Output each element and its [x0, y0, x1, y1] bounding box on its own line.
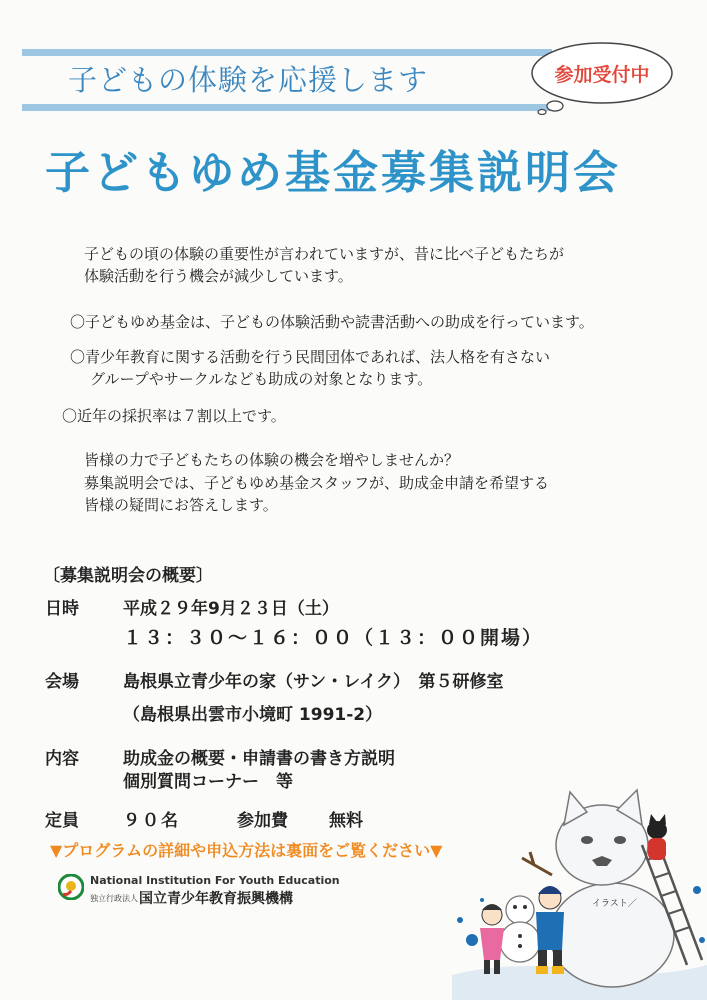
bullet-2-line-1: 〇青少年教育に関する活動を行う民間団体であれば、法人格を有さない [70, 348, 551, 366]
appeal-line-2: 募集説明会では、子どもゆめ基金スタッフが、助成金申請を希望する [84, 474, 550, 492]
organization-name-jp: 国立青少年教育振興機構 [139, 891, 293, 907]
badge-text: 参加受付中 [554, 64, 650, 86]
fee-label: 参加費 [237, 811, 288, 831]
venue-label: 会場 [45, 672, 79, 692]
illustration-credit: イラスト／ [592, 899, 637, 909]
date-value: 平成２９年9月２３日（土） [123, 599, 339, 619]
address-value: （島根県出雲市小境町 1991-2） [123, 705, 383, 725]
bullet-2-line-2: グループやサークルなども助成の対象となります。 [90, 370, 433, 388]
date-label: 日時 [45, 599, 79, 619]
intro-line-1: 子どもの頃の体験の重要性が言われていますが、昔に比べ子どもたちが [84, 245, 565, 263]
bullet-1: 〇子どもゆめ基金は、子どもの体験活動や読書活動への助成を行っています。 [70, 313, 594, 331]
content-line-2: 個別質問コーナー 等 [123, 772, 293, 792]
header-band-top [22, 49, 552, 56]
time-value: １３：３０～１６：００（１３：００開場） [123, 627, 544, 649]
bullet-3: 〇近年の採択率は７割以上です。 [62, 407, 286, 425]
appeal-line-1: 皆様の力で子どもたちの体験の機会を増やしませんか？ [84, 451, 460, 469]
fee-value: 無料 [329, 811, 363, 831]
organization-name-en: National Institution For Youth Education [90, 874, 340, 887]
main-title: 子どもゆめ基金募集説明会 [45, 146, 622, 199]
capacity-label: 定員 [45, 811, 79, 831]
content-label: 内容 [45, 749, 79, 769]
venue-value: 島根県立青少年の家（サン・レイク） 第５研修室 [123, 672, 504, 692]
overview-heading: 〔募集説明会の概要〕 [43, 566, 213, 586]
notice-text: ▼プログラムの詳細や申込方法は裏面をご覧ください▼ [50, 841, 443, 860]
header-band-bottom [22, 104, 552, 111]
snowman-cat-children-illustration-icon [452, 770, 707, 1000]
appeal-line-3: 皆様の疑問にお答えします。 [84, 496, 278, 514]
organization-logo-icon [58, 874, 84, 900]
intro-line-2: 体験活動を行う機会が減少しています。 [84, 267, 353, 285]
subtitle: 子どもの体験を応援します [68, 63, 429, 97]
content-line-1: 助成金の概要・申請書の書き方説明 [123, 749, 395, 769]
capacity-value: ９０名 [123, 811, 180, 831]
organization-type: 独立行政法人 [90, 894, 138, 903]
